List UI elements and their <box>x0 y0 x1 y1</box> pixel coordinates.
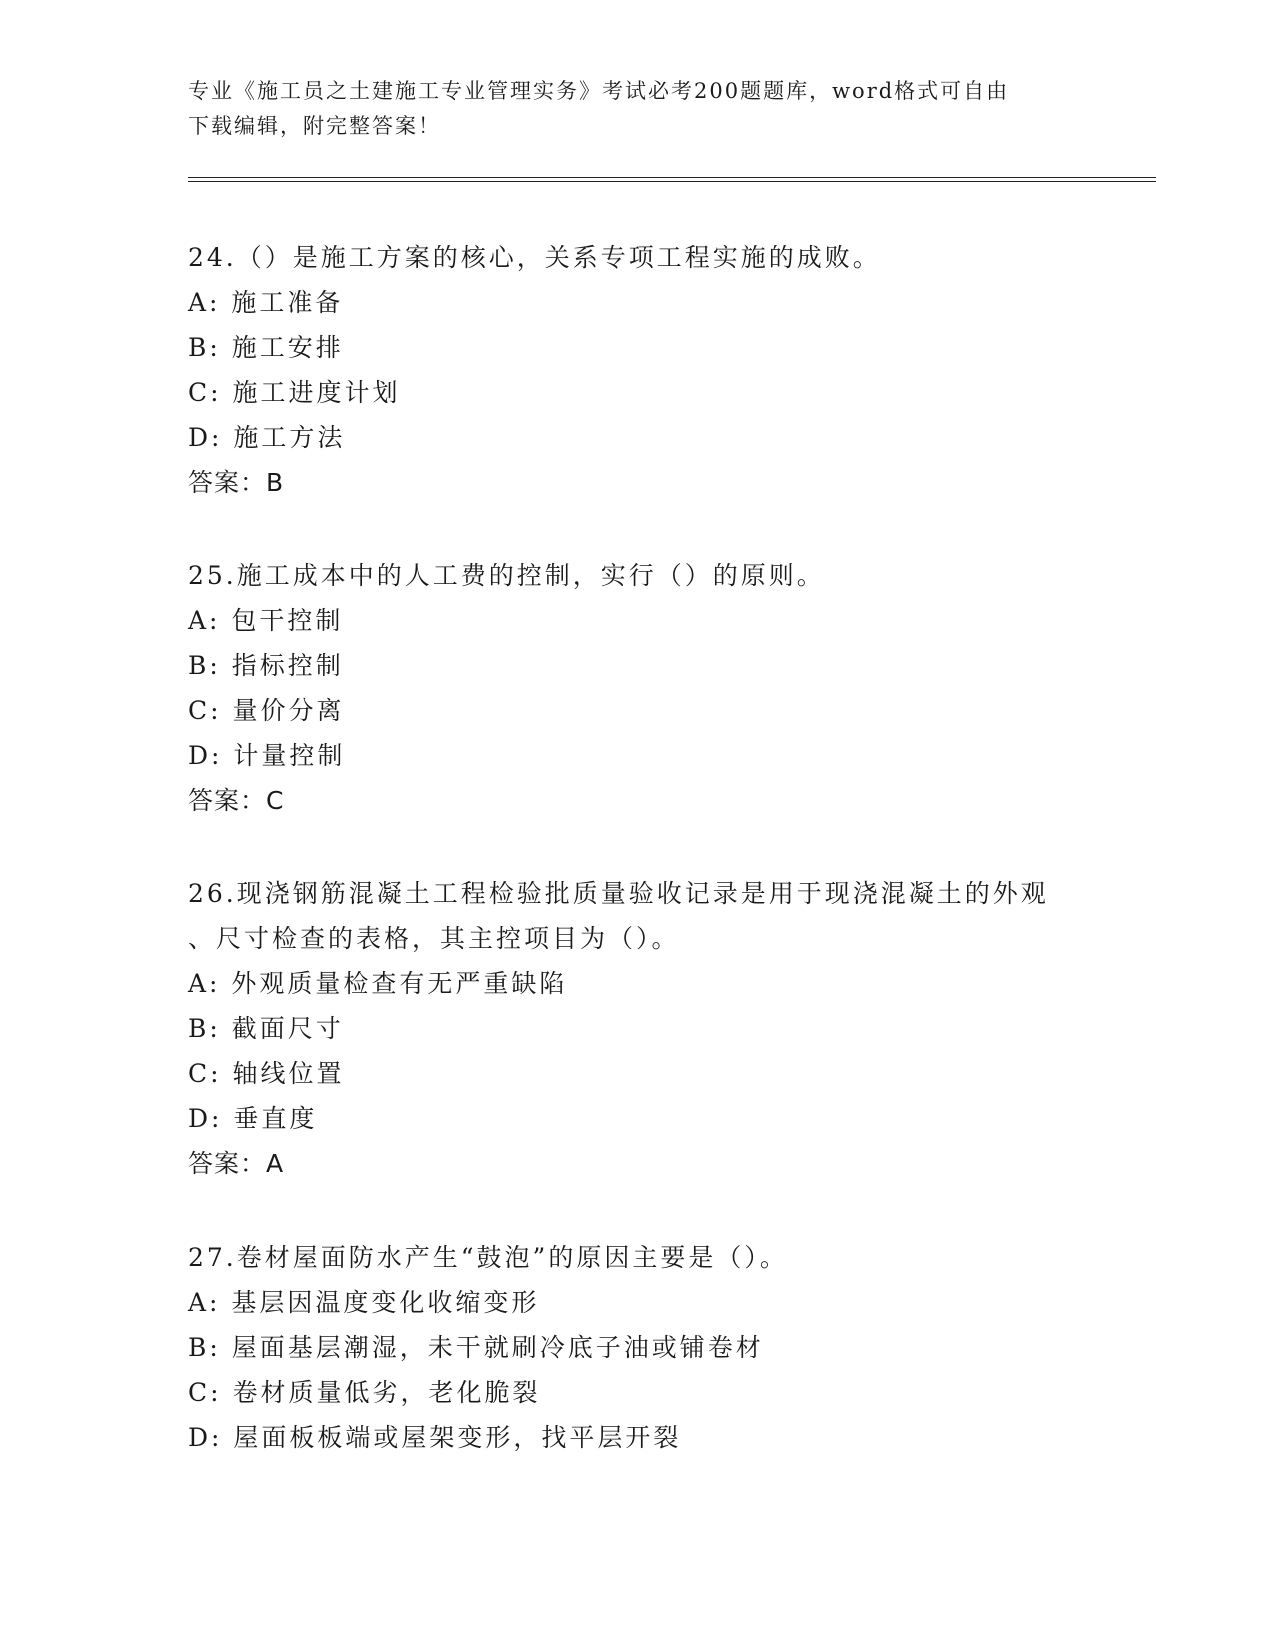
question-24 <box>188 235 1088 505</box>
header-line-2: 下载编辑，附完整答案！ <box>188 114 441 138</box>
question-stem: 24.（）是施工方案的核心，关系专项工程实施的成败。 <box>188 243 881 272</box>
header-divider-bottom <box>188 181 1156 182</box>
question-25 <box>188 553 1088 823</box>
answer: 答案：C <box>188 786 285 815</box>
option-a: A: 施工准备 <box>188 288 344 317</box>
answer: 答案：B <box>188 468 285 497</box>
option-a: A: 基层因温度变化收缩变形 <box>188 1288 540 1317</box>
header-line-1: 专业《施工员之土建施工专业管理实务》考试必考200题题库，word格式可自由 <box>188 79 1010 103</box>
option-b: B: 指标控制 <box>188 651 344 680</box>
question-26 <box>188 871 1088 1186</box>
option-c: C: 轴线位置 <box>188 1059 345 1088</box>
answer: 答案：A <box>188 1149 285 1178</box>
option-c: C: 施工进度计划 <box>188 378 401 407</box>
document-header <box>188 74 1088 144</box>
option-a: A: 外观质量检查有无严重缺陷 <box>188 969 568 998</box>
option-a: A: 包干控制 <box>188 606 344 635</box>
question-stem: 27.卷材屋面防水产生“鼓泡”的原因主要是（）。 <box>188 1243 788 1272</box>
option-c: C: 量价分离 <box>188 696 345 725</box>
option-b: B: 截面尺寸 <box>188 1014 344 1043</box>
question-stem-line-1: 26.现浇钢筋混凝土工程检验批质量验收记录是用于现浇混凝土的外观 <box>188 879 1049 908</box>
option-d: D: 计量控制 <box>188 741 346 770</box>
question-27 <box>188 1235 1088 1460</box>
option-b: B: 屋面基层潮湿，未干就刷冷底子油或铺卷材 <box>188 1333 764 1362</box>
header-divider-top <box>188 177 1156 178</box>
option-d: D: 垂直度 <box>188 1104 318 1133</box>
option-d: D: 施工方法 <box>188 423 346 452</box>
option-c: C: 卷材质量低劣，老化脆裂 <box>188 1378 541 1407</box>
question-stem: 25.施工成本中的人工费的控制，实行（）的原则。 <box>188 561 825 590</box>
question-stem-line-2: 、尺寸检查的表格，其主控项目为（）。 <box>188 924 680 953</box>
option-d: D: 屋面板板端或屋架变形，找平层开裂 <box>188 1423 682 1452</box>
option-b: B: 施工安排 <box>188 333 344 362</box>
